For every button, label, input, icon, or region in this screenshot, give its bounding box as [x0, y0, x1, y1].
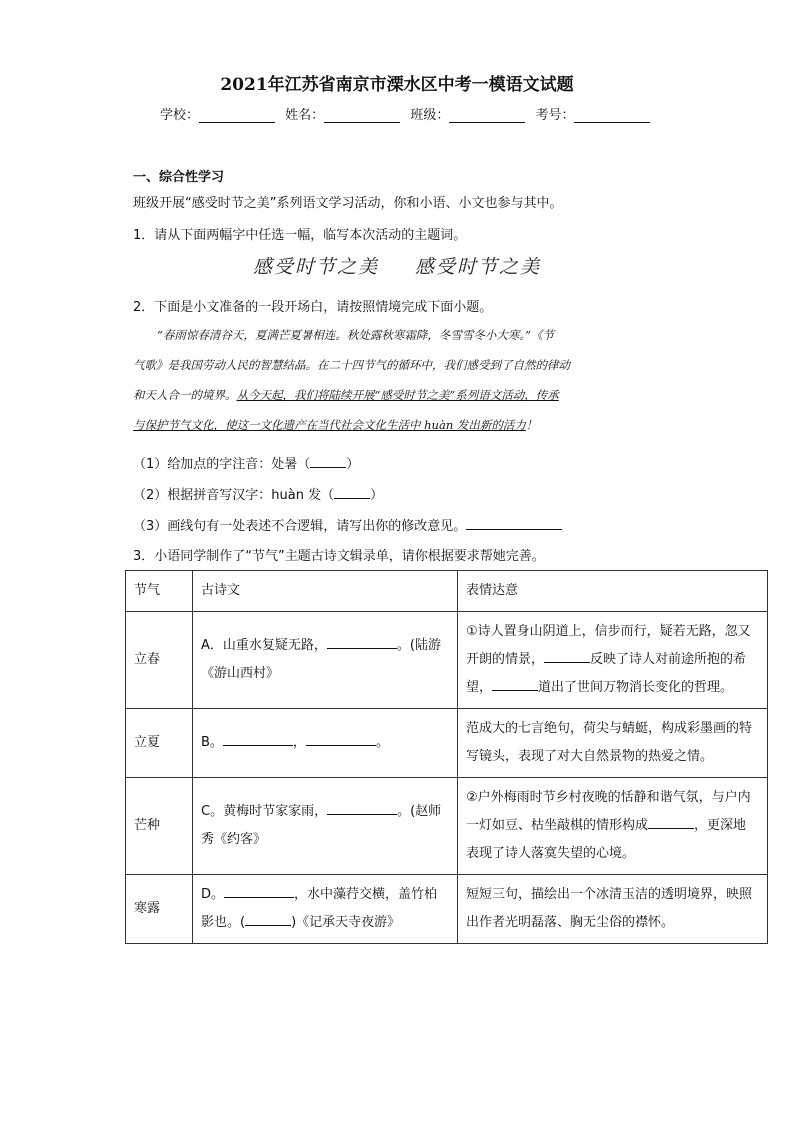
poem-text: A．山重水复疑无路，: [201, 638, 327, 653]
term-cell: 寒露: [126, 875, 193, 944]
poem-cell: [193, 612, 458, 709]
poem-cell: [193, 709, 458, 778]
sub-question-2-text: （2）根据拼音写汉字：huàn 发（: [133, 488, 335, 503]
sub-question-2-close: ）: [370, 488, 384, 503]
poem-cell: [193, 778, 458, 875]
passage-line-1: “春雨惊春清谷天，夏满芒夏暑相连。秋处露秋寒霜降，冬雪雪冬小大寒。”《节: [157, 328, 555, 342]
answer-blank-1[interactable]: [310, 455, 346, 468]
class-label: 班级：: [410, 108, 450, 123]
page-title: 2021年江苏省南京市溧水区中考一模语文试题: [220, 75, 574, 95]
poem-text: ，水中藻荇交横，盖竹柏影也。(: [201, 887, 438, 930]
exam-no-blank[interactable]: [574, 108, 650, 123]
sub-question-1: [133, 453, 359, 472]
sub-question-2: [133, 484, 383, 503]
calligraphy-samples: [0, 252, 794, 279]
question-3: 3．小语同学制作了“节气”主题古诗文辑录单，请你根据要求帮她完善。: [133, 549, 545, 564]
term-cell: 芒种: [126, 778, 193, 875]
sub-question-3: [133, 515, 562, 534]
answer-blank-3[interactable]: [466, 517, 562, 530]
poem-blank[interactable]: [245, 913, 291, 926]
passage-line-3: [133, 380, 663, 410]
student-info: [160, 104, 656, 123]
poem-text: 。(赵师秀《约客》: [201, 804, 442, 847]
poem-text: 。: [375, 735, 389, 750]
meaning-text: ①诗人置身山阴道上，信步而行，疑若无路，忽又开朗的情景，: [466, 624, 751, 667]
meaning-blank[interactable]: [544, 650, 590, 663]
underlined-sentence-part-1: 从今天起，我们将陆续开展“感受时节之美”系列语文活动，传承: [236, 388, 559, 402]
question-2: 2．下面是小文准备的一段开场白，请按照情境完成下面小题。: [133, 300, 493, 315]
table-row: [126, 778, 768, 875]
header-meaning: 表情达意: [458, 571, 768, 612]
passage-line-2: 气歌》是我国劳动人民的智慧结晶。在二十四节气的循环中，我们感受到了自然的律动: [133, 358, 570, 372]
passage-line-3-plain: 和天人合一的境界。: [133, 388, 237, 402]
meaning-text: 反映了诗人对前途所抱的希望，: [466, 652, 747, 695]
poem-cell: [193, 875, 458, 944]
table-row: [126, 709, 768, 778]
poem-text: C。黄梅时节家家雨，: [201, 804, 328, 819]
table-row: [126, 875, 768, 944]
table-row: [126, 612, 768, 709]
question-1: 1．请从下面两幅字中任选一幅，临写本次活动的主题词。: [133, 228, 467, 243]
opening-passage: [133, 320, 663, 440]
sub-question-3-text: （3）画线句有一处表述不合逻辑，请写出你的修改意见。: [133, 519, 467, 534]
term-cell: 立夏: [126, 709, 193, 778]
school-blank[interactable]: [199, 108, 275, 123]
meaning-text: ②户外梅雨时节乡村夜晚的恬静和谐气氛，与户内一灯如豆、枯坐敲棋的情形构成: [466, 790, 751, 833]
exam-no-label: 考号：: [535, 108, 575, 123]
poem-text: ，: [292, 735, 306, 750]
poem-blank[interactable]: [223, 733, 293, 746]
meaning-cell: 短短三句，描绘出一个冰清玉洁的透明境界，映照出作者光明磊落、胸无尘俗的襟怀。: [458, 875, 768, 944]
solar-term-poetry-table: [125, 570, 768, 944]
calligraphy-sample-2: 感受时节之美: [415, 256, 542, 278]
meaning-cell: [458, 612, 768, 709]
sub-question-1-text: （1）给加点的字注音：处暑（: [133, 457, 311, 472]
term-cell: 立春: [126, 612, 193, 709]
passage-line-4-end: ！: [525, 418, 538, 432]
underlined-sentence-part-2: 与保护节气文化，使这一文化遗产在当代社会文化生活中 huàn 发出新的活力: [133, 418, 526, 432]
meaning-blank[interactable]: [648, 816, 694, 829]
class-blank[interactable]: [449, 108, 525, 123]
poem-text: )《记承天寺夜游》: [291, 915, 401, 930]
sub-question-1-close: ）: [346, 457, 360, 472]
meaning-text: 道出了世间万物消长变化的哲理。: [538, 680, 734, 695]
poem-text: B。: [201, 735, 223, 750]
meaning-cell: 范成大的七言绝句，荷尖与蜻蜓，构成彩墨画的特写镜头，表现了对大自然景物的热爱之情。: [458, 709, 768, 778]
intro-text: 班级开展“感受时节之美”系列语文学习活动，你和小语、小文也参与其中。: [133, 196, 563, 211]
poem-text: D。: [201, 887, 225, 902]
header-poem: 古诗文: [193, 571, 458, 612]
calligraphy-sample-1: 感受时节之美: [252, 256, 379, 278]
poem-text: 。(陆游《游山西村》: [201, 638, 441, 681]
meaning-cell: [458, 778, 768, 875]
passage-line-4: [133, 410, 663, 440]
header-term: 节气: [126, 571, 193, 612]
meaning-blank[interactable]: [492, 678, 538, 691]
poem-blank[interactable]: [327, 636, 397, 649]
meaning-text: ，更深地表现了诗人落寞失望的心境。: [466, 818, 747, 861]
table-header-row: [126, 571, 768, 612]
name-blank[interactable]: [324, 108, 400, 123]
poem-blank[interactable]: [327, 802, 397, 815]
answer-blank-2[interactable]: [334, 486, 370, 499]
school-label: 学校：: [160, 108, 200, 123]
poem-blank[interactable]: [224, 885, 294, 898]
poem-blank[interactable]: [306, 733, 376, 746]
section-heading: 一、综合性学习: [133, 170, 225, 185]
name-label: 姓名：: [285, 108, 325, 123]
